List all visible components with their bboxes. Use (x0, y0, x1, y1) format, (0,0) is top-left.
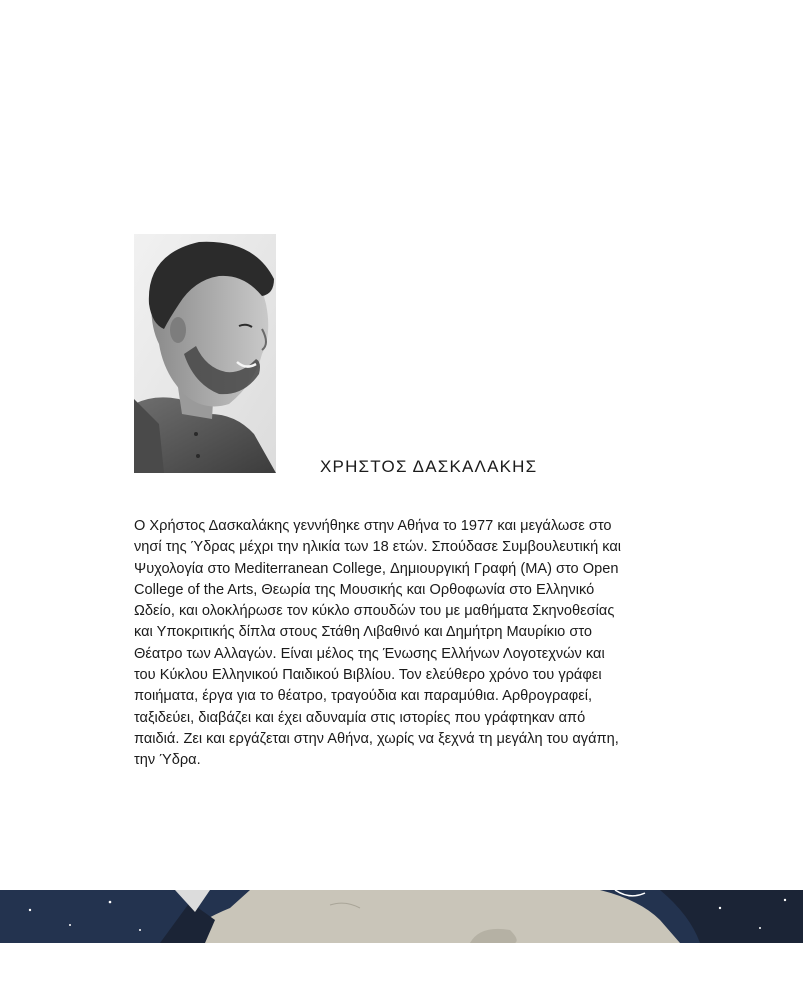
bio-line: Ο Χρήστος Δασκαλάκης γεννήθηκε στην Αθήνα το 1977 και μεγάλωσε στο (134, 518, 612, 534)
bio-line: του Κύκλου Ελληνικού Παιδικού Βιβλίου. Τον ελεύθερο χρόνο του γράφει (134, 667, 602, 684)
bio-line: Θέατρο των Αλλαγών. Είναι μέλος της Ένωσης Ελλήνων Λογοτεχνών και (134, 645, 605, 662)
bio-line: College of the Arts, Θεωρία της Μουσικής και Ορθοφωνία στο Ελληνικό (134, 581, 595, 598)
bio-line: παιδιά. Ζει και εργάζεται στην Αθήνα, χωρίς να ξεχνά τη μεγάλη του αγάπη, (134, 730, 619, 747)
bio-line: νησί της Ύδρας μέχρι την ηλικία των 18 ετών. Σπούδασε Συμβουλευτική και (134, 539, 622, 556)
portrait-image (134, 234, 276, 473)
author-bio (134, 516, 674, 772)
bio-line: Ωδείο, και ολοκλήρωσε τον κύκλο σπουδών του με μαθήματα Σκηνοθεσίας (134, 603, 615, 620)
bio-line: ταξιδεύει, διαβάζει και έχει αδυναμία στις ιστορίες που γράφτηκαν από (134, 709, 586, 726)
bio-line: και Υποκριτικής δίπλα στους Στάθη Λιβαθινό και Δημήτρη Μαυρίκιο στο (134, 624, 593, 641)
bio-line: ποιήματα, έργα για το θέατρο, τραγούδια και παραμύθια. Αρθρογραφεί, (134, 688, 592, 705)
author-name: ΧΡΗΣΤΟΣ ΔΑΣΚΑΛΑΚΗΣ (320, 457, 538, 476)
author-portrait-photo (134, 234, 276, 473)
illustration-strip (0, 890, 803, 943)
bio-line: Ψυχολογία στο Mediterranean College, Δημιουργική Γραφή (MA) στο Open (134, 560, 619, 577)
bio-line: την Ύδρα. (134, 752, 201, 769)
